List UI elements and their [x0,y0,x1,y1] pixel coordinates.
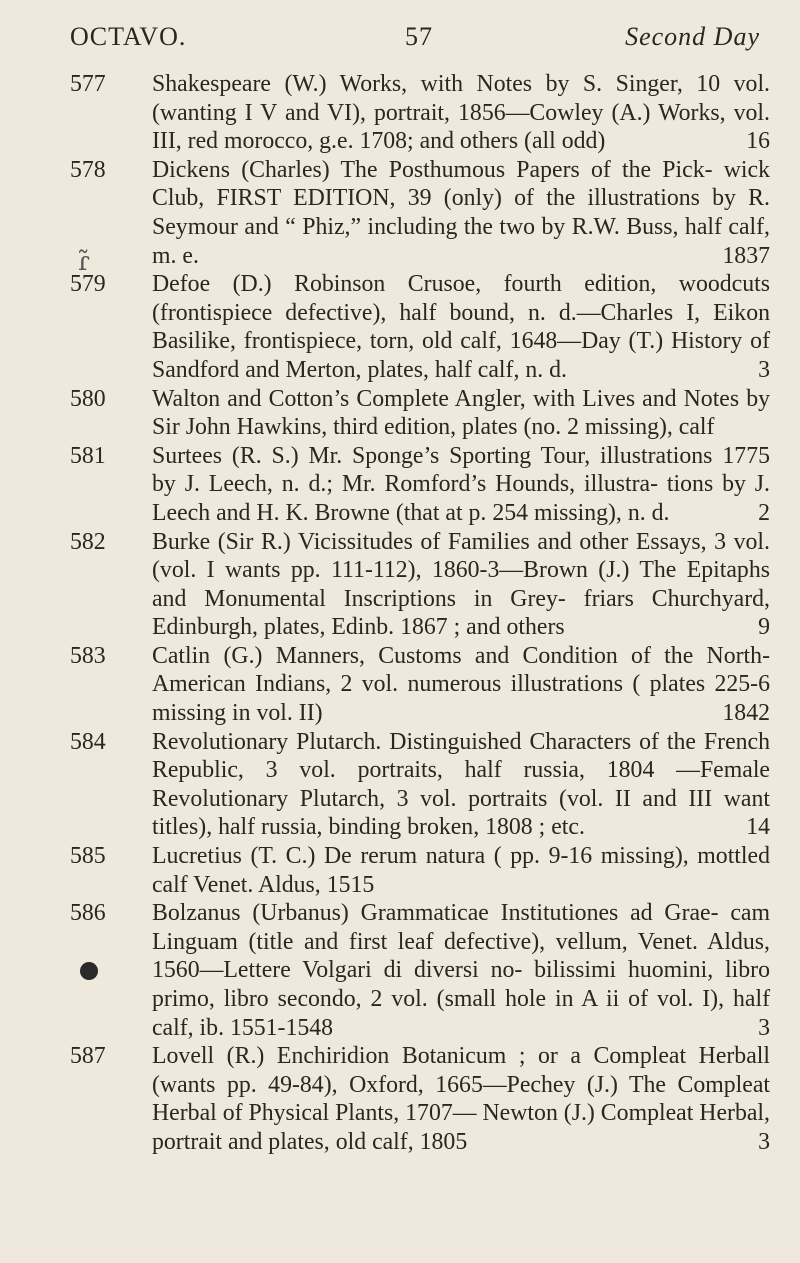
pencil-mark-icon: ɾ̃ [78,247,90,277]
lot-entry [70,842,770,899]
lot-description: Lovell (R.) Enchiridion Botanicum ; or a Compleat Herball (wants pp. 49-84), Oxford, 1665—Pechey (J.) The Compleat Herbal of Physical Plants, 1707— Newton (J.) Compleat Herbal, portrait and plates, old calf, 1805 3 [152,1043,770,1155]
lot-entry [70,442,770,528]
lot-number: 586 [70,900,106,927]
lot-number: 580 [70,385,106,412]
lot-entry [70,70,770,156]
lot-number: 579 [70,271,106,298]
lot-description: Surtees (R. S.) Mr. Sponge’s Sporting Tour, illustrations by J. Leech, n. d.; Mr. Romford’s Hounds, illustra- tions by J. Leech and H. K. Browne (that at p. 254 missing), n. d. 2 [152,442,770,526]
lot-number: 582 [70,528,106,555]
lot-number: 585 [70,843,106,870]
lot-price: 3 [758,356,770,383]
lot-number: 584 [70,728,106,755]
page-header [70,22,760,56]
lot-price: 3 [758,1014,770,1041]
lot-price: 16 [746,128,770,155]
lot-entry [70,728,770,842]
lot-description: Bolzanus (Urbanus) Grammaticae Institutiones ad Grae- cam Linguam (title and first leaf defective), vellum, Venet. Aldus, 1560—Lettere Volgari di diversi no- bilissimi huomini, libro primo, libro secondo, 2 vol. (small hole in A ii of vol. I), half calf, ib. 1551-1548 3 [152,900,770,1041]
lot-number: 587 [70,1043,106,1070]
lot-price: 9 [758,614,770,641]
lot-price: 1842 [722,700,770,727]
lot-entry [70,1042,770,1156]
lot-price: 14 [746,814,770,841]
lot-price: 1775 [722,442,770,469]
page-number: 57 [405,22,433,51]
lot-description: Walton and Cotton’s Complete Angler, with Lives and Notes by Sir John Hawkins, third edition, plates (no. 2 missing), calf 1775 [152,385,770,469]
header-format: OCTAVO. [70,22,187,51]
lot-description: Lucretius (T. C.) De rerum natura ( pp. 9-16 missing), mottled calf Venet. Aldus, 1515 [152,843,770,898]
lot-price: 3 [758,1128,770,1155]
lot-description: Defoe (D.) Robinson Crusoe, fourth edition, woodcuts (frontispiece defective), half bound, n. d.—Charles I, Eikon Basilike, frontispiece, torn, old calf, 1648—Day (T.) History of Sandford and Merton, plates, half calf, n. d. 3 [152,271,770,383]
lot-description: Burke (Sir R.) Vicissitudes of Families and other Essays, 3 vol. (vol. I wants pp. 111-112), 1860-3—Brown (J.) The Epitaphs and Monumental Inscriptions in Grey- friars Churchyard, Edinburgh, plates, Edinb. 1867 ; and others 9 [152,528,770,641]
lot-number: 583 [70,642,106,669]
lot-description: Shakespeare (W.) Works, with Notes by S. Singer, 10 vol. (wanting I V and VI), portrait, 1856—Cowley (A.) Works, vol. III, red morocco, g.e. 1708; and others (all odd) 16 [152,71,770,155]
lot-entry [70,528,770,642]
lot-price: 1837 [722,242,770,269]
lot-number: 578 [70,156,106,183]
lot-price: 2 [758,499,770,526]
lot-description: Revolutionary Plutarch. Distinguished Characters of the French Republic, 3 vol. portraits, half russia, 1804 —Female Revolutionary Plutarch, 3 vol. portraits (vol. II and III want titles), half russia, binding broken, 1808 ; etc. 14 [152,728,770,841]
lot-entry [70,642,770,728]
lot-list [70,70,770,1157]
header-day: Second Day [625,22,760,51]
lot-number: 577 [70,71,106,97]
lot-entry [70,156,770,270]
lot-description: Dickens (Charles) The Posthumous Papers of the Pick- wick Club, FIRST EDITION, 39 (only) of the illustrations by R. Seymour and “ Phiz,” including the two by R.W. Buss, half calf, m. e. 1837 [152,156,770,269]
lot-entry [70,270,770,384]
lot-number: 581 [70,442,106,469]
lot-entry [70,899,770,1042]
lot-description: Catlin (G.) Manners, Customs and Condition of the North-American Indians, 2 vol. numerous illustrations ( plates 225-6 missing in vol. II) 1842 [152,642,770,727]
